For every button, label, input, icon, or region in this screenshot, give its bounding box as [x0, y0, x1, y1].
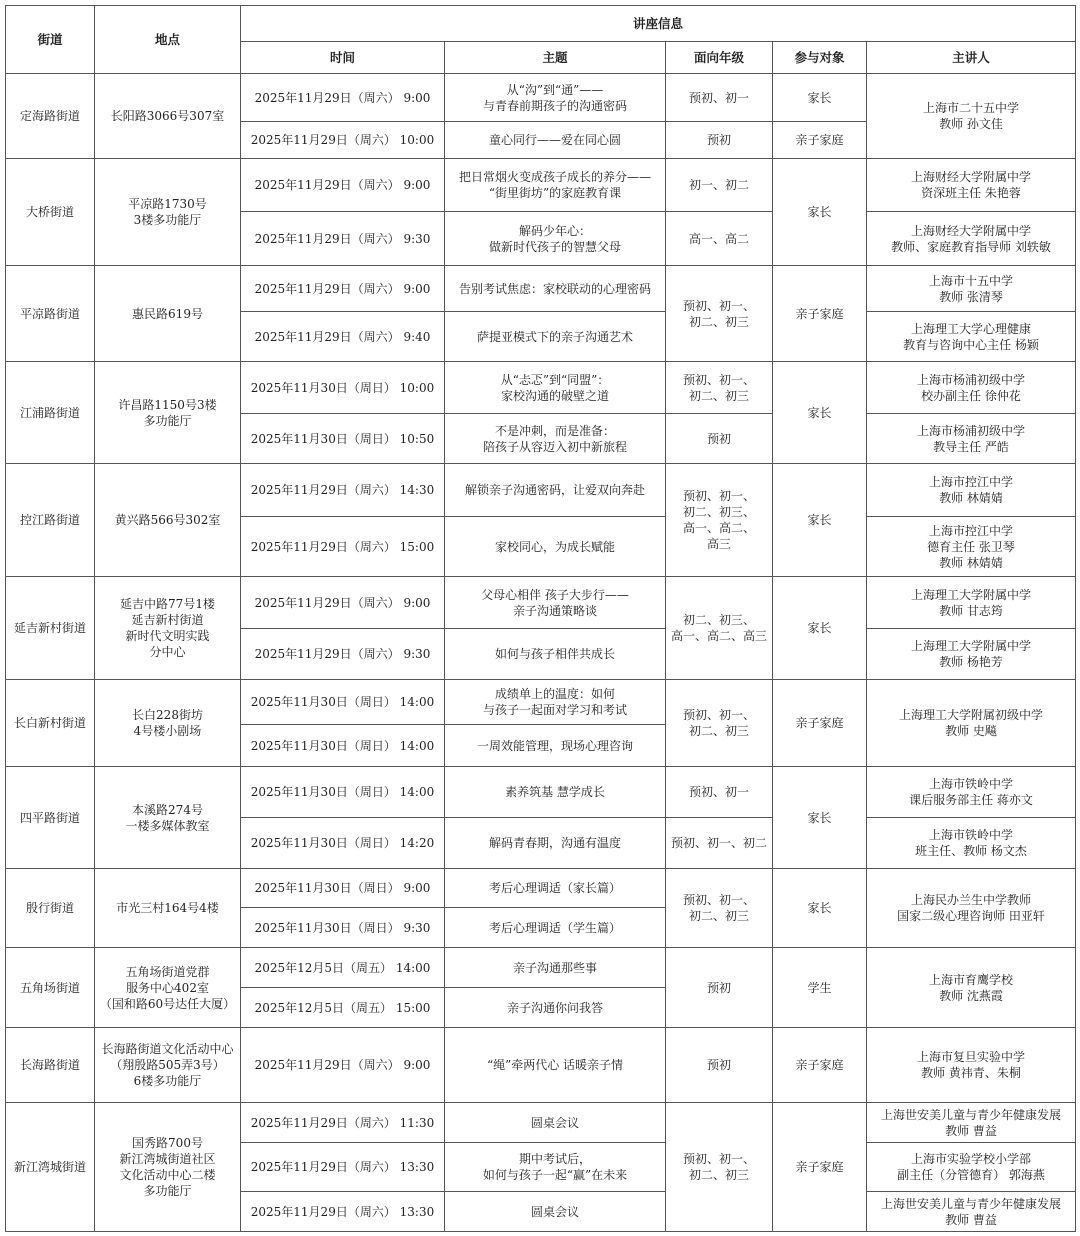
table-row [6, 577, 1076, 629]
speaker-cell: 上海财经大学附属中学 教师、家庭教育指导师 刘轶敏 [867, 212, 1076, 266]
table-row [6, 159, 1076, 212]
header-speaker: 主讲人 [867, 42, 1076, 74]
audience-cell: 家长 [773, 869, 867, 948]
audience-cell: 家长 [773, 464, 867, 577]
topic-cell: 解码青春期，沟通有温度 [445, 818, 666, 869]
table-row [6, 948, 1076, 988]
header-location: 地点 [95, 6, 241, 74]
topic-cell: 圆桌会议 [445, 1103, 666, 1143]
audience-cell: 亲子家庭 [773, 266, 867, 362]
time-cell: 2025年11月30日（周日） 14:00 [241, 725, 445, 767]
location-cell: 五角场街道党群 服务中心402室 （国和路60号达任大厦） [95, 948, 241, 1028]
topic-cell: 解码少年心： 做新时代孩子的智慧父母 [445, 212, 666, 266]
time-cell: 2025年11月30日（周日） 9:00 [241, 869, 445, 908]
street-cell: 长海路街道 [6, 1028, 95, 1103]
speaker-cell: 上海市控江中学 教师 林婧婧 [867, 464, 1076, 517]
grade-cell: 预初 [666, 948, 773, 1028]
street-cell: 平凉路街道 [6, 266, 95, 362]
time-cell: 2025年11月29日（周六） 15:00 [241, 517, 445, 577]
lecture-schedule-table [5, 5, 1076, 1232]
table-row [6, 266, 1076, 312]
street-cell: 延吉新村街道 [6, 577, 95, 680]
topic-cell: 素养筑基 慧学成长 [445, 767, 666, 818]
speaker-cell: 上海理工大学心理健康 教育与咨询中心主任 杨颖 [867, 312, 1076, 362]
topic-cell: 家校同心，为成长赋能 [445, 517, 666, 577]
audience-cell: 亲子家庭 [773, 122, 867, 159]
audience-cell: 学生 [773, 948, 867, 1028]
street-cell: 江浦路街道 [6, 362, 95, 464]
location-cell: 黄兴路566号302室 [95, 464, 241, 577]
speaker-cell: 上海市二十五中学 教师 孙文佳 [867, 74, 1076, 159]
header-street: 街道 [6, 6, 95, 74]
topic-cell: 一周效能管理，现场心理咨询 [445, 725, 666, 767]
topic-cell: 亲子沟通那些事 [445, 948, 666, 988]
location-cell: 本溪路274号 一楼多媒体教室 [95, 767, 241, 869]
topic-cell: 童心同行——爱在同心圆 [445, 122, 666, 159]
location-cell: 延吉中路77号1楼 延吉新村街道 新时代文明实践 分中心 [95, 577, 241, 680]
grade-cell: 高一、高二 [666, 212, 773, 266]
audience-cell: 亲子家庭 [773, 680, 867, 767]
grade-cell: 预初、初一、 初二、初三 [666, 680, 773, 767]
topic-cell: 期中考试后， 如何与孩子一起“赢”在未来 [445, 1143, 666, 1192]
speaker-cell: 上海财经大学附属中学 资深班主任 朱艳蓉 [867, 159, 1076, 212]
time-cell: 2025年11月29日（周六） 10:00 [241, 122, 445, 159]
table-row [6, 464, 1076, 517]
time-cell: 2025年11月29日（周六） 9:30 [241, 629, 445, 680]
speaker-cell: 上海市复旦实验中学 教师 黄祎青、朱桐 [867, 1028, 1076, 1103]
speaker-cell: 上海世安美儿童与青少年健康发展 教师 曹益 [867, 1103, 1076, 1143]
topic-cell: 圆桌会议 [445, 1192, 666, 1232]
table-row [6, 1103, 1076, 1143]
speaker-cell: 上海市控江中学 德育主任 张卫琴 教师 林婧婧 [867, 517, 1076, 577]
table-row [6, 869, 1076, 908]
street-cell: 殷行街道 [6, 869, 95, 948]
audience-cell: 亲子家庭 [773, 1028, 867, 1103]
speaker-cell: 上海市十五中学 教师 张清琴 [867, 266, 1076, 312]
topic-cell: 不是冲刺，而是准备： 陪孩子从容迈入初中新旅程 [445, 414, 666, 464]
speaker-cell: 上海理工大学附属初级中学 教师 史飚 [867, 680, 1076, 767]
location-cell: 国秀路700号 新江湾城街道社区 文化活动中心二楼 多功能厅 [95, 1103, 241, 1232]
location-cell: 长海路街道文化活动中心 （翔殷路505弄3号） 6楼多功能厅 [95, 1028, 241, 1103]
grade-cell: 预初、初一、初二 [666, 818, 773, 869]
grade-cell: 预初、初一、 初二、初三 [666, 1103, 773, 1232]
location-cell: 平凉路1730号 3楼多功能厅 [95, 159, 241, 266]
audience-cell: 亲子家庭 [773, 1103, 867, 1232]
topic-cell: 考后心理调适（家长篇） [445, 869, 666, 908]
topic-cell: 从“沟”到“通”—— 与青春前期孩子的沟通密码 [445, 74, 666, 122]
topic-cell: 成绩单上的温度：如何 与孩子一起面对学习和考试 [445, 680, 666, 725]
street-cell: 控江路街道 [6, 464, 95, 577]
time-cell: 2025年11月30日（周日） 9:30 [241, 908, 445, 948]
time-cell: 2025年11月30日（周日） 10:50 [241, 414, 445, 464]
street-cell: 定海路街道 [6, 74, 95, 159]
topic-cell: 考后心理调适（学生篇） [445, 908, 666, 948]
topic-cell: 父母心相伴 孩子大步行—— 亲子沟通策略谈 [445, 577, 666, 629]
speaker-cell: 上海理工大学附属中学 教师 甘志筠 [867, 577, 1076, 629]
table-row [6, 74, 1076, 122]
street-cell: 五角场街道 [6, 948, 95, 1028]
time-cell: 2025年11月29日（周六） 13:30 [241, 1143, 445, 1192]
audience-cell: 家长 [773, 74, 867, 122]
time-cell: 2025年11月30日（周日） 14:00 [241, 680, 445, 725]
street-cell: 新江湾城街道 [6, 1103, 95, 1232]
location-cell: 长阳路3066号307室 [95, 74, 241, 159]
table-row [6, 680, 1076, 725]
time-cell: 2025年11月29日（周六） 13:30 [241, 1192, 445, 1232]
grade-cell: 预初、初一、 初二、初三、 高一、高二、 高三 [666, 464, 773, 577]
time-cell: 2025年12月5日（周五） 14:00 [241, 948, 445, 988]
grade-cell: 预初、初一、 初二、初三 [666, 362, 773, 414]
header-time: 时间 [241, 42, 445, 74]
time-cell: 2025年11月29日（周六） 9:00 [241, 1028, 445, 1103]
topic-cell: 告别考试焦虑：家校联动的心理密码 [445, 266, 666, 312]
speaker-cell: 上海市铁岭中学 班主任、教师 杨文杰 [867, 818, 1076, 869]
time-cell: 2025年11月29日（周六） 9:30 [241, 212, 445, 266]
grade-cell: 初二、初三、 高一、高二、高三 [666, 577, 773, 680]
grade-cell: 预初 [666, 1028, 773, 1103]
table-row [6, 767, 1076, 818]
time-cell: 2025年11月29日（周六） 9:40 [241, 312, 445, 362]
topic-cell: 从“忐忑”到“同盟”： 家校沟通的破壁之道 [445, 362, 666, 414]
header-grade: 面向年级 [666, 42, 773, 74]
header-lecture-info: 讲座信息 [241, 6, 1076, 42]
audience-cell: 家长 [773, 159, 867, 266]
table-row [6, 362, 1076, 414]
time-cell: 2025年11月29日（周六） 9:00 [241, 74, 445, 122]
topic-cell: 解锁亲子沟通密码，让爱双向奔赴 [445, 464, 666, 517]
grade-cell: 预初、初一 [666, 74, 773, 122]
street-cell: 大桥街道 [6, 159, 95, 266]
topic-cell: “绳”牵两代心 话暖亲子情 [445, 1028, 666, 1103]
location-cell: 市光三村164号4楼 [95, 869, 241, 948]
topic-cell: 如何与孩子相伴共成长 [445, 629, 666, 680]
grade-cell: 预初、初一、 初二、初三 [666, 266, 773, 362]
audience-cell: 家长 [773, 577, 867, 680]
table-row [6, 1028, 1076, 1103]
speaker-cell: 上海民办兰生中学教师 国家二级心理咨询师 田亚轩 [867, 869, 1076, 948]
grade-cell: 预初、初一 [666, 767, 773, 818]
grade-cell: 预初 [666, 414, 773, 464]
topic-cell: 萨提亚模式下的亲子沟通艺术 [445, 312, 666, 362]
grade-cell: 预初、初一、 初二、初三 [666, 869, 773, 948]
speaker-cell: 上海市育鹰学校 教师 沈燕霞 [867, 948, 1076, 1028]
audience-cell: 家长 [773, 362, 867, 464]
location-cell: 许昌路1150号3楼 多功能厅 [95, 362, 241, 464]
grade-cell: 初一、初二 [666, 159, 773, 212]
speaker-cell: 上海世安美儿童与青少年健康发展 教师 曹益 [867, 1192, 1076, 1232]
topic-cell: 亲子沟通你问我答 [445, 988, 666, 1028]
time-cell: 2025年12月5日（周五） 15:00 [241, 988, 445, 1028]
location-cell: 惠民路619号 [95, 266, 241, 362]
speaker-cell: 上海市实验学校小学部 副主任（分管德育） 郭海燕 [867, 1143, 1076, 1192]
speaker-cell: 上海市铁岭中学 课后服务部主任 蒋亦文 [867, 767, 1076, 818]
time-cell: 2025年11月30日（周日） 14:20 [241, 818, 445, 869]
grade-cell: 预初 [666, 122, 773, 159]
time-cell: 2025年11月30日（周日） 10:00 [241, 362, 445, 414]
speaker-cell: 上海市杨浦初级中学 校办副主任 徐仲花 [867, 362, 1076, 414]
speaker-cell: 上海市杨浦初级中学 教导主任 严皓 [867, 414, 1076, 464]
street-cell: 四平路街道 [6, 767, 95, 869]
speaker-cell: 上海理工大学附属中学 教师 杨艳芳 [867, 629, 1076, 680]
street-cell: 长白新村街道 [6, 680, 95, 767]
time-cell: 2025年11月29日（周六） 9:00 [241, 266, 445, 312]
header-topic: 主题 [445, 42, 666, 74]
location-cell: 长白228街坊 4号楼小剧场 [95, 680, 241, 767]
time-cell: 2025年11月29日（周六） 9:00 [241, 577, 445, 629]
time-cell: 2025年11月29日（周六） 9:00 [241, 159, 445, 212]
topic-cell: 把日常烟火变成孩子成长的养分—— “街里街坊”的家庭教育课 [445, 159, 666, 212]
time-cell: 2025年11月30日（周日） 14:00 [241, 767, 445, 818]
time-cell: 2025年11月29日（周六） 11:30 [241, 1103, 445, 1143]
audience-cell: 家长 [773, 767, 867, 869]
header-audience: 参与对象 [773, 42, 867, 74]
time-cell: 2025年11月29日（周六） 14:30 [241, 464, 445, 517]
